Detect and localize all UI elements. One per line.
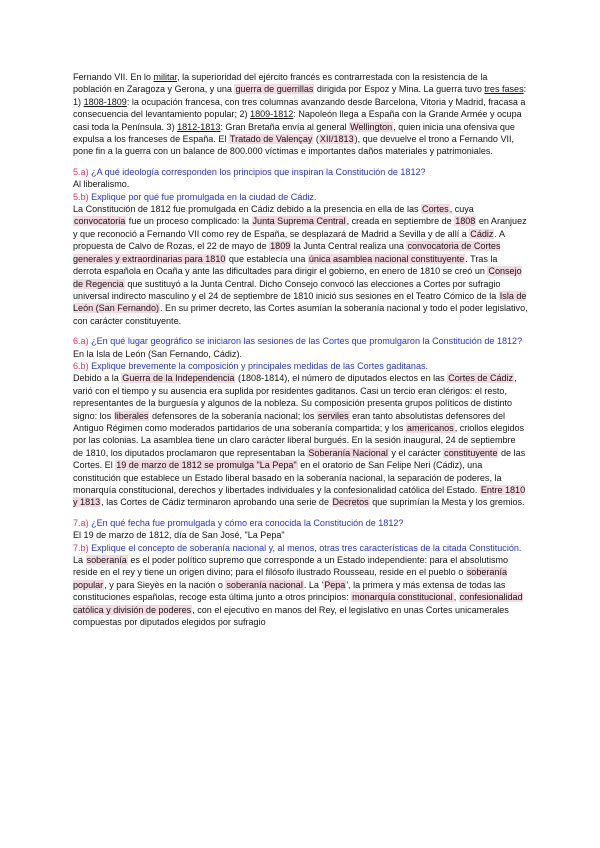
text-run: : Napoleón llega a España con la Grande Armée y ocupa casi toda la Península. 3)	[73, 109, 522, 132]
underlined-term: 1812-1813	[177, 121, 221, 132]
answer-5a: Al liberalismo.	[73, 179, 130, 190]
question-number: 6.a)	[73, 336, 89, 347]
text-run: defensores de la soberanía nacional; los	[149, 410, 317, 421]
highlighted-term: Cortes	[422, 204, 449, 215]
question-text: ¿A qué ideología corresponden los principios que inspiran la Constitución de 1812?	[91, 166, 426, 177]
question-text: ¿En qué fecha fue promulgada y cómo era conocida la Constitución de 1812?	[91, 517, 404, 528]
text-run: , creada en septiembre de	[346, 216, 455, 227]
text-run: eran tanto absolutistas defensores del Antiguo Régimen como moderados partidarios de una soberanía compartida; y los	[73, 410, 505, 433]
highlighted-term: guerra de guerrillas	[235, 84, 314, 95]
question-number: 7.a)	[73, 517, 89, 528]
text-run: . A propuesta de Calvo de Rozas, el 22 de mayo de	[73, 228, 505, 252]
text-run: , con el ejecutivo en manos del Rey, el legislativo en unas Cortes unicamerales compuestas por diputados elegidos por sufragio	[73, 604, 509, 628]
answer-5b-paragraph	[73, 203, 528, 327]
answer-6a: En la Isla de León (San Fernando, Cádiz).	[73, 348, 242, 359]
highlighted-term: Soberanía Nacional	[308, 447, 388, 458]
text-run: (1808-1814), el número de diputados electos en las	[235, 373, 448, 384]
highlighted-term: 1809	[270, 241, 291, 252]
text-run: , las Cortes de Cádiz terminaron aprobando una serie de	[101, 497, 332, 508]
answer-7b-paragraph	[73, 554, 528, 628]
question-6b	[73, 360, 528, 372]
highlighted-term: confesionalidad católica y división de poderes	[73, 592, 523, 615]
text-run: ', la primera y más extensa de todas las constituciones españolas, recoge esta última junto a otros principios:	[73, 579, 506, 603]
text-run: la Junta Central realiza una	[291, 241, 407, 252]
highlighted-term: 1808	[455, 216, 476, 227]
document-body	[73, 71, 528, 628]
highlighted-term: Pepa	[324, 579, 346, 590]
question-number: 5.a)	[73, 166, 89, 177]
text-run: , criollos elegidos por las colonias. La asamblea tiene un claro carácter liberal burgués. En la sesión inaugural, 24 de septiembre de 1810, los diputados proclamaron que representaban la	[73, 422, 525, 458]
highlighted-term: Tratado de Valençay	[229, 134, 313, 145]
question-text: Explique brevemente la composición y principales medidas de las Cortes gaditanas.	[91, 360, 429, 371]
text-run: . La '	[303, 579, 324, 590]
text-run: dirigida por Espoz y Mina. La guerra tuvo	[314, 84, 485, 95]
highlighted-term: liberales	[114, 410, 149, 421]
highlighted-term: XII/1813	[319, 134, 354, 145]
underlined-term: tres fases	[484, 84, 524, 95]
text-run: La Constitución de 1812 fue promulgada en Cádiz debido a la presencia en ella de las	[73, 204, 422, 215]
highlighted-term: constituyente	[444, 447, 498, 458]
question-text: Explique por qué fue promulgada en la ciudad de Cádiz.	[91, 191, 317, 202]
question-text: Explique el concepto de soberanía nacional y, al menos, otras tres características de la citada Constitución.	[91, 542, 522, 553]
question-7b	[73, 542, 528, 554]
text-run: que sustituyó a la Junta Central. Dicho Consejo convocó las elecciones a Cortes por sufragio universal indirecto masculino y el 24 de septiembre de 1810 inició sus sesiones en el Teatro Cómico de la	[73, 278, 501, 301]
text-run: , varió con el tiempo y su ausencia era suplida por residentes gaditanos. Casi un tercio eran clérigos: el resto, representantes de la burguesía y algunos de la nobleza. Su composición presenta grupos políticos de distinto signo: los	[73, 373, 517, 421]
highlighted-term: Isla de León (San Fernando)	[73, 290, 527, 314]
text-run: , y para Sieyès en la nación o	[104, 579, 226, 590]
question-number: 7.b)	[73, 542, 89, 553]
highlighted-term: Consejo de Regencia	[73, 266, 522, 289]
underlined-term: 1809-1812	[250, 109, 294, 120]
highlighted-term: soberanía popular	[73, 567, 508, 590]
underlined-term: militar	[153, 72, 178, 82]
text-run: de las Cortes. El	[73, 447, 526, 471]
text-run: , la superioridad del ejército francés es contrarrestada con la resistencia de la población en Zaragoza y Gerona, y una	[73, 72, 488, 95]
highlighted-term: Cádiz	[470, 228, 494, 239]
highlighted-term: 19 de marzo de 1812 se promulga "La Pepa"	[116, 460, 297, 471]
text-run: (	[313, 134, 319, 145]
text-run: fue un proceso complicado: la	[126, 216, 252, 227]
text-run: que establecía una	[226, 253, 308, 264]
text-run: : 1)	[73, 84, 527, 107]
highlighted-term: Wellington	[350, 121, 393, 132]
question-number: 6.b)	[73, 360, 89, 371]
text-run: en Aranjuez y que reconoció a Fernando VII como rey de España, se desplazará de Madrid a Sevilla y de allí a	[73, 216, 527, 239]
question-5b	[73, 191, 528, 203]
text-run: : Gran Bretaña envía al general	[220, 121, 350, 132]
text-run: , cuya	[449, 204, 474, 215]
highlighted-term: Entre 1810 y 1813	[73, 485, 526, 508]
text-run: ,	[453, 592, 459, 603]
text-run: en el oratorio de San Felipe Neri (Cádiz), una constitución que establece un Estado liberal basado en la soberanía nacional, la separación de poderes, la monarquía constitucional, derechos y libertades individuales y la confesionalidad católica del Estado.	[73, 460, 502, 495]
question-text: ¿En qué lugar geográfico se iniciaron las sesiones de las Cortes que promulgaron la Constitución de 1812?	[91, 336, 523, 347]
question-7a	[73, 517, 528, 529]
highlighted-term: americanos	[406, 422, 454, 433]
underlined-term: 1808-1809	[83, 96, 127, 107]
highlighted-term: convocatoria de Cortes generales y extraordinarias para 1810	[73, 241, 501, 264]
text-run: ), que devuelve el trono a Fernando VII, pone fin a la guerra con un balance de 800.000 víctimas e importantes daños materiales y patrimoniales.	[73, 134, 515, 157]
intro-paragraph	[73, 71, 528, 158]
text-run: La	[73, 555, 86, 566]
text-run: . En su primer decreto, las Cortes asumían la soberanía nacional y todo el poder legislativo, con carácter constituyente.	[73, 303, 528, 326]
text-run: Debido a la	[73, 373, 122, 384]
text-run: y el carácter	[388, 447, 444, 458]
answer-7a: El 19 de marzo de 1812, día de San José, "La Pepa"	[73, 530, 285, 541]
highlighted-term: Junta Suprema Central	[252, 216, 346, 227]
question-6a	[73, 335, 528, 347]
text-run: es el poder político supremo que corresponde a un Estado independiente: para el absolutismo reside en el rey y tiene un origen divino; para el filósofo ilustrado Rousseau, reside en el pueblo o	[73, 555, 509, 578]
highlighted-term: soberanía nacional	[226, 579, 303, 590]
text-run: : la ocupación francesa, con tres columnas avanzando desde Barcelona, Vitoria y Madrid, fracasa a consecuencia del levantamiento popular; 2)	[73, 96, 526, 120]
highlighted-term: monarquía constitucional	[352, 592, 453, 603]
text-run: , quien inicia una ofensiva que expulsa a los franceses de España. El	[73, 121, 515, 145]
highlighted-term: Decretos	[332, 497, 369, 508]
text-run: Fernando VII. En lo	[73, 72, 154, 82]
highlighted-term: serviles	[317, 410, 349, 421]
answer-6b-paragraph	[73, 372, 528, 508]
text-run: que suprimían la Mesta y los gremios.	[369, 497, 525, 508]
highlighted-term: convocatoria	[74, 216, 126, 227]
text-run: . Tras la derrota española en Ocaña y ante las dificultades para dirigir el gobierno, en enero de 1810 se creó un	[73, 253, 498, 277]
question-5a	[73, 166, 528, 178]
highlighted-term: Cortes de Cádiz	[448, 373, 514, 384]
question-number: 5.b)	[73, 191, 89, 202]
highlighted-term: única asamblea nacional constituyente	[308, 253, 465, 264]
highlighted-term: soberanía	[86, 555, 127, 566]
highlighted-term: Guerra de la Independencia	[122, 373, 235, 384]
